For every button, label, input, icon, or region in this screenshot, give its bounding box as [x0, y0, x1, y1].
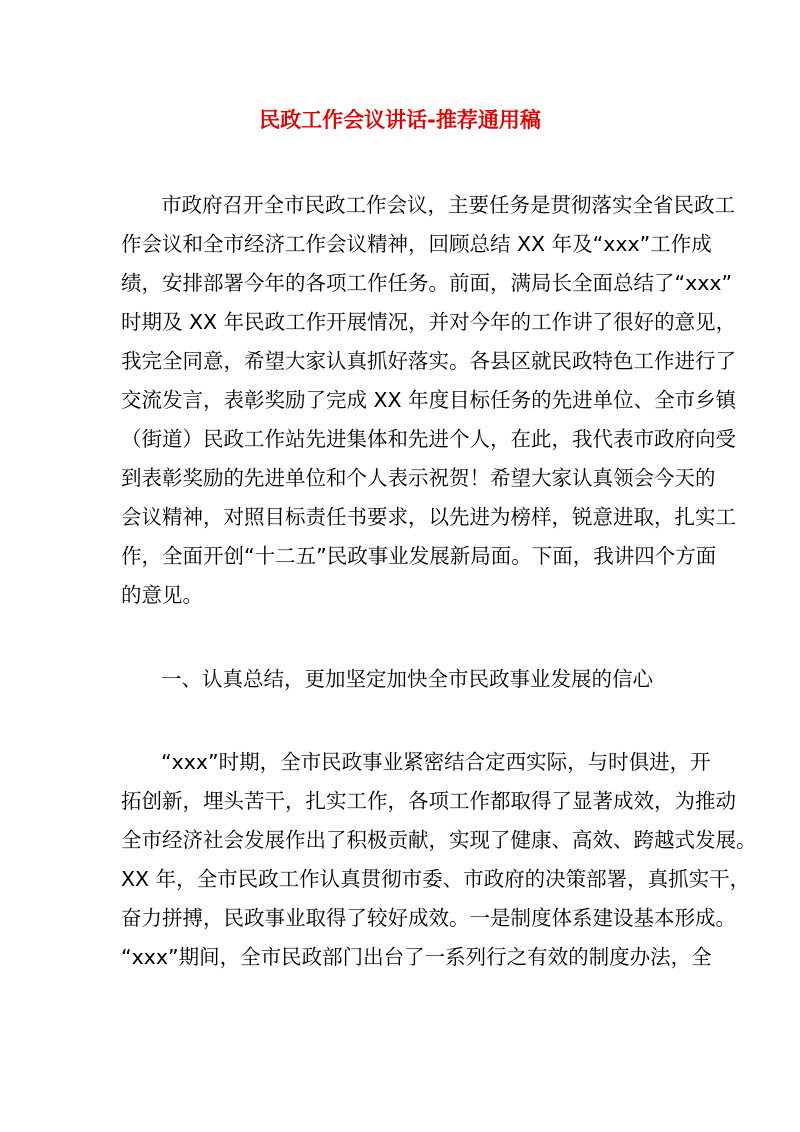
paragraph-1-line-4: 时期及 XX 年民政工作开展情况，并对今年的工作讲了很好的意见， [121, 310, 737, 334]
paragraph-1-line-3: 绩，安排部署今年的各项工作任务。前面，满局长全面总结了“xxx” [121, 271, 733, 295]
paragraph-1-line-8: 到表彰奖励的先进单位和个人表示祝贺！希望大家认真领会今天的 [121, 466, 716, 490]
section-heading-1: 一、认真总结，更加坚定加快全市民政事业发展的信心 [161, 667, 653, 691]
paragraph-2-line-4: XX 年，全市民政工作认真贯彻市委、市政府的决策部署，真抓实干， [121, 867, 751, 891]
paragraph-1-line-1: 市政府召开全市民政工作会议，主要任务是贯彻落实全省民政工 [161, 193, 735, 217]
document-title: 民政工作会议讲话-推荐通用稿 [259, 108, 541, 132]
paragraph-1-line-9: 会议精神，对照目标责任书要求，以先进为榜样，锐意进取，扎实工 [121, 505, 736, 529]
paragraph-1-line-7: （街道）民政工作站先进集体和先进个人，在此，我代表市政府向受 [121, 427, 736, 451]
paragraph-1-line-2: 作会议和全市经济工作会议精神，回顾总结 XX 年及“xxx”工作成 [121, 232, 712, 256]
paragraph-1-line-6: 交流发言，表彰奖励了完成 XX 年度目标任务的先进单位、全市乡镇 [121, 388, 737, 412]
paragraph-1-line-10: 作，全面开创“十二五”民政事业发展新局面。下面，我讲四个方面 [121, 544, 717, 568]
paragraph-2-line-5: 奋力拼搏，民政事业取得了较好成效。一是制度体系建设基本形成。 [121, 906, 736, 930]
paragraph-2-line-2: 拓创新，埋头苦干，扎实工作，各项工作都取得了显著成效，为推动 [121, 789, 736, 813]
paragraph-1-line-11: 的意见。 [121, 583, 203, 607]
paragraph-2-line-3: 全市经济社会发展作出了积极贡献，实现了健康、高效、跨越式发展。 [121, 828, 757, 852]
paragraph-1-line-5: 我完全同意，希望大家认真抓好落实。各县区就民政特色工作进行了 [121, 349, 736, 373]
paragraph-2-line-1: “xxx”时期，全市民政事业紧密结合定西实际，与时俱进，开 [161, 750, 711, 774]
paragraph-2-line-6: “xxx”期间，全市民政部门出台了一系列行之有效的制度办法，全 [121, 945, 712, 969]
